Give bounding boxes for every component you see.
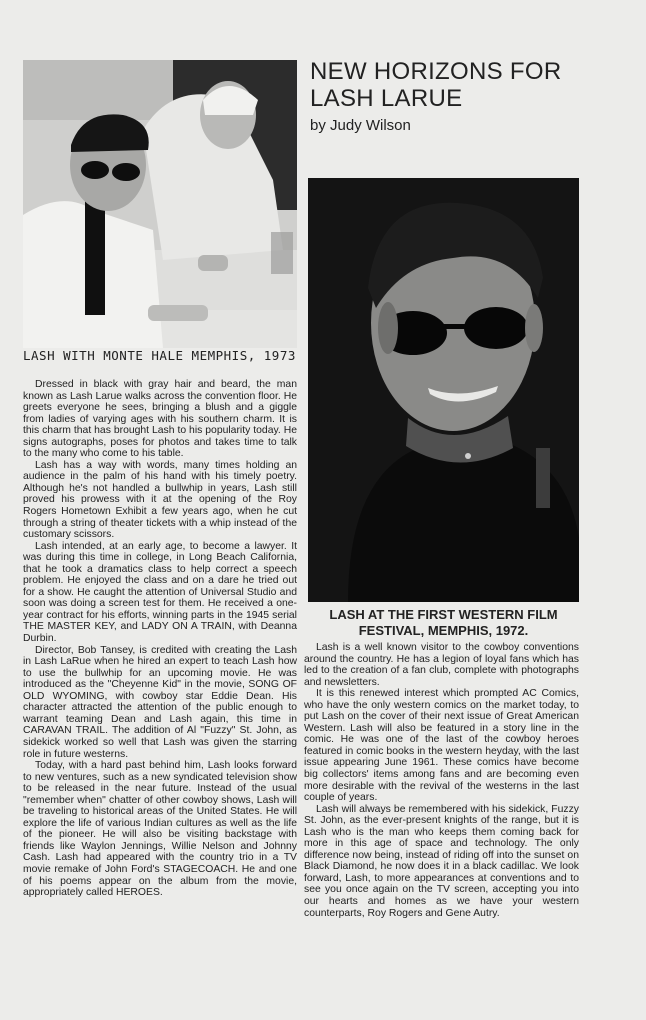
photo-lash-at-festival [308,178,579,602]
photo-caption-right: LASH AT THE FIRST WESTERN FILM FESTIVAL, MEMPHIS, 1972. [329,607,558,638]
photo-lash-at-festival-image [308,178,579,602]
article-paragraph: Dressed in black with gray hair and beard, the man known as Lash Larue walks across the convention floor. He greets everyone he sees, bringing a blush and a giggle from ladies of varying ages with his southern charm. It is this charm that has brought Lash to his popularity today. He signs autographs, poses for photos and takes time to talk to the many who come to his table. [23,379,297,460]
photo-caption-left: LASH WITH MONTE HALE MEMPHIS, 1973 [23,348,296,363]
photo-lash-with-monte-hale-image [23,60,297,348]
article-paragraph: Director, Bob Tansey, is credited with creating the Lash in Lash LaRue when he hired an expert to teach Lash how to use the bullwhip for an upcoming movie. He was introduced as the "Cheyenne Kid" in the movie, SONG OF OLD WYOMING, with cowboy star Eddie Dean. His character attracted the attention of the public enough to warrant teaming Dean and Lash again, this time in CARAVAN TRAIL. The addition of Al "Fuzzy" St. John, as sidekick worked so well that Lash was given the starring role in future westerns. [23,644,297,760]
article-paragraph: Lash intended, at an early age, to become a lawyer. It was during this time in college, in Long Beach California, that he took a dramatics class to help correct a speech problem. He enjoyed the class and on a dare he tried out for a show. He caught the attention of Universal Studio and soon was doing a screen test for them. He received a one-year contract for his efforts, winning parts in the 1945 serial THE MASTER KEY, and LADY ON A TRAIN, with Deanna Durbin. [23,540,297,645]
article-title: NEW HORIZONS FOR LASH LARUE [310,58,562,112]
article-byline: by Judy Wilson [310,117,411,134]
article-column-left [23,379,297,899]
photo-lash-with-monte-hale [23,60,297,348]
article-paragraph: Lash will always be remembered with his sidekick, Fuzzy St. John, as the ever-present knights of the range, but it is Lash who is the man who keeps them coming back for more in this age of space and technology. The only difference now being, instead of riding off into the sunset on Black Diamond, he now does it in a black cadillac. We look forward, Lash, to more appearances at conventions and to see you once again on the TV screen, accepting you into our hearts and homes as we have your western counterparts, Roy Rogers and Gene Autry. [304,803,579,919]
article-paragraph: Lash has a way with words, many times holding an audience in the palm of his hand with his timely poetry. Although he's not handled a bullwhip in years, Lash still proved his prowess with it at the opening of the Roy Rogers Hometown Exhibit a few years ago, when he cut through a string of theater tickets with a whip instead of the customary scissors. [23,459,297,541]
article-paragraph: Today, with a hard past behind him, Lash looks forward to new ventures, such as a new syndicated television show to be released in the near future. Instead of the usual "remember when" chatter of other cowboy shows, Lash will be traveling to historical areas of the United States. He will explore the life of various Indian cultures as well as the life of the pioneer. He will also be visiting backstage with friends like Waylon Jennings, Willie Nelson and Johnny Cash. Lash had appeared with the country trio in a TV movie remake of John Ford's STAGECOACH. He and one of his poems appear on the album from the movie, appropriately called HEROES. [23,760,297,899]
article-column-right [304,642,579,919]
article-paragraph: It is this renewed interest which prompted AC Comics, who have the only western comics on the market today, to put Lash on the cover of their next issue of Great American Western. Lash will also be featured in a story line in the comic. He was one of the last of the cowboy heroes featured in comic books in the western heyday, with the last issue appearing June 1961. These comics have become big collectors' items among fans and are becoming even more desirable with the revival of the westerns in the last couple of years. [304,688,579,804]
article-paragraph: Lash is a well known visitor to the cowboy conventions around the country. He has a legion of loyal fans which has led to the creation of a fan club, complete with photographs and newsletters. [304,642,579,688]
